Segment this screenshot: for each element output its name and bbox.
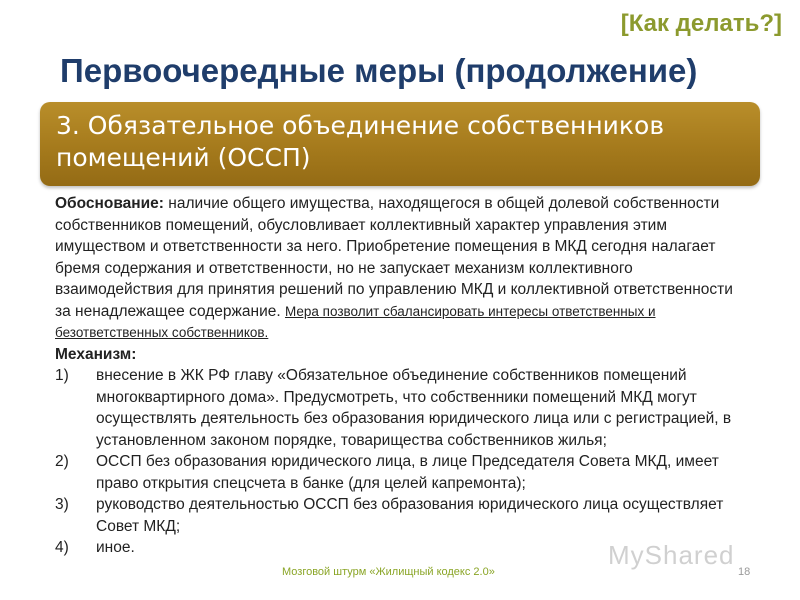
list-item-number: 3) — [55, 496, 69, 513]
banner-title: 3. Обязательное объединение собственников помещений (ОССП) — [56, 111, 665, 172]
howto-heading: [Как делать?] — [620, 10, 782, 37]
list-item — [55, 365, 745, 451]
mechanism-list — [55, 365, 745, 559]
page-number: 18 — [738, 566, 751, 578]
rationale-text: наличие общего имущества, находящегося в общей долевой собственности собственников помещений, обусловливает коллективный характер управления этим имуществом и ответственности за него. Приобретение помещения в МКД сегодня налагает бремя содержания и ответственности, но не запускает механизм коллективного взаимодействия для принятия решений по управлению МКД и коллективной ответственности за ненадлежащее содержание. — [55, 195, 733, 320]
section-banner — [40, 102, 760, 186]
list-item-text: внесение в ЖК РФ главу «Обязательное объединение собственников помещений многоквартирного дома». Предусмотреть, что собственники помещений МКД могут осуществлять деятельность без образования юридического лица или с регистрацией, в установленном законом порядке, товарищества собственников жилья; — [96, 367, 732, 449]
list-item-number: 1) — [55, 367, 69, 384]
slide-body — [55, 193, 745, 559]
list-item — [55, 451, 745, 494]
list-item-text: ОССП без образования юридического лица, в лице Председателя Совета МКД, имеет право открытия спецсчета в банке (для целей капремонта); — [96, 453, 719, 492]
footer-text: Мозговой штурм «Жилищный кодекс 2.0» — [282, 566, 495, 578]
list-item-text: иное. — [96, 539, 135, 556]
mechanism-title: Механизм: — [55, 345, 137, 363]
list-item-number: 2) — [55, 453, 69, 470]
measure-note: Мера позволит сбалансировать интересы ответственных и безответственных собственников. — [55, 303, 656, 340]
rationale-label: Обоснование: — [55, 195, 164, 212]
list-item-number: 4) — [55, 539, 69, 556]
page-title: Первоочередные меры (продолжение) — [60, 52, 698, 89]
list-item — [55, 494, 745, 537]
rationale-paragraph — [55, 193, 745, 344]
watermark-logo: MyShared — [608, 540, 735, 570]
list-item-text: руководство деятельностью ОССП без образования юридического лица осуществляет Совет МКД; — [96, 496, 724, 535]
